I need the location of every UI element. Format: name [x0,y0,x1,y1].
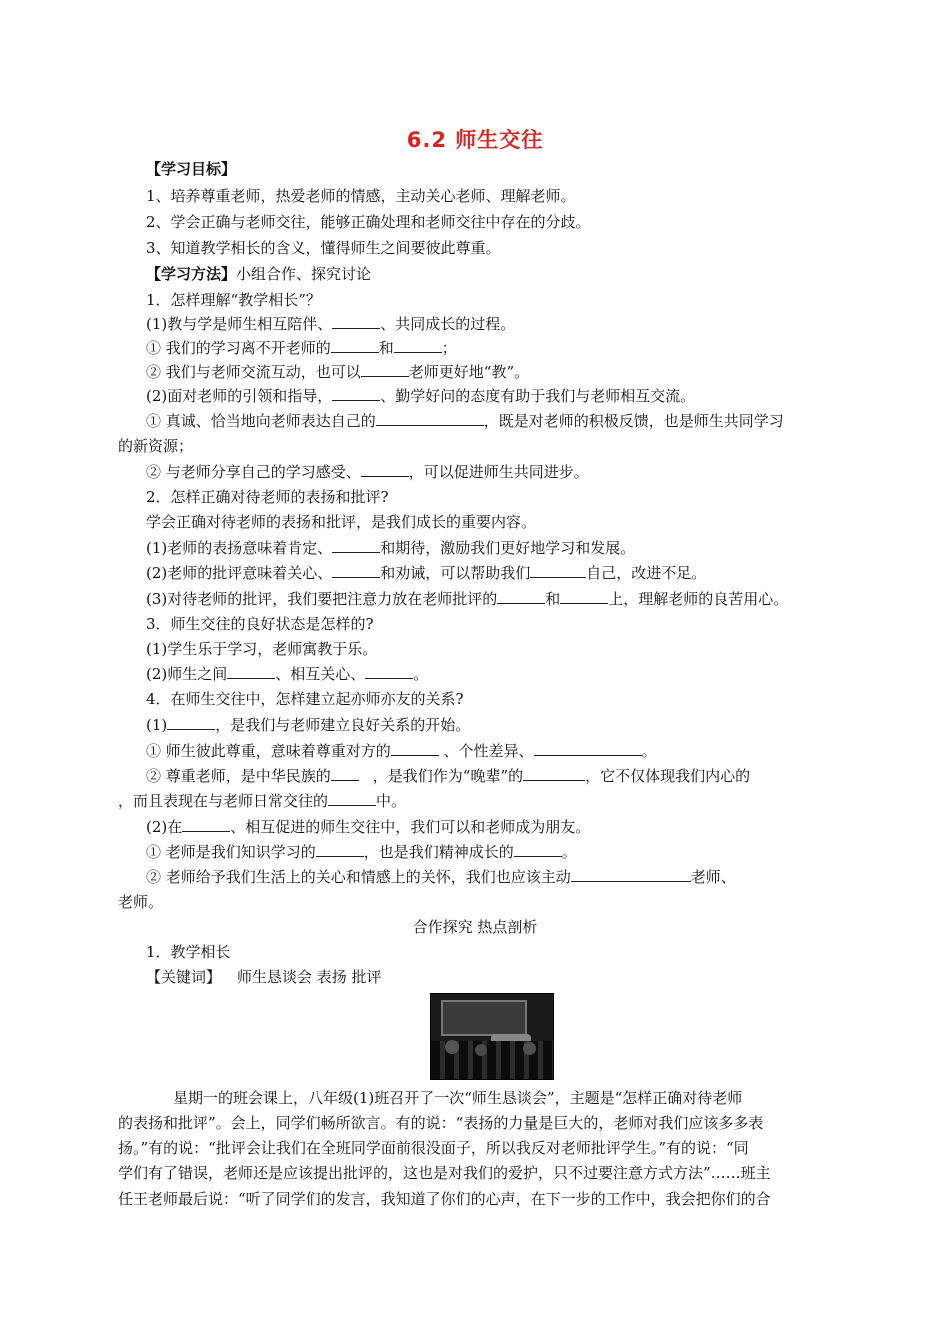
q2-line-2: (2)老师的批评意味着关心、 和劝诫，可以帮助我们 自己，改进不足。 [146,564,707,582]
q1-line-5: ① 真诚、恰当地向老师表达自己的 ，既是对老师的积极反馈，也是师生共同学习 [146,412,784,430]
q3-line-1: (1)学生乐于学习，老师寓教于乐。 [146,640,378,658]
question-2-title: 2．怎样正确对待老师的表扬和批评? [146,488,389,506]
keywords-text: 师生恳谈会 表扬 批评 [237,968,382,986]
keywords-line [146,967,382,987]
method-line [146,264,371,284]
classroom-photo [430,993,554,1080]
fill-blank[interactable] [331,338,379,353]
question-3-title: 3．师生交往的良好状态是怎样的? [146,615,374,633]
fill-blank[interactable] [331,766,359,781]
fill-blank[interactable] [534,741,642,756]
q4-line-3: ② 尊重老师，是中华民族的 ，是我们作为“晚辈”的 ，它不仅体现我们内心的 [146,767,751,785]
section-subheading: 1．教学相长 [146,943,231,961]
page-title: 6.2 师生交往 [406,128,544,152]
passage-line: 星期一的班会课上，八年级(1)班召开了一次“师生恳谈会”，主题是“怎样正确对待老师 [173,1089,743,1107]
fill-blank[interactable] [316,842,364,857]
q1-line-5-cont: 的新资源； [118,437,194,455]
q2-intro: 学会正确对待老师的表扬和批评，是我们成长的重要内容。 [146,513,537,531]
passage-line: 任王老师最后说：“听了同学们的发言，我知道了你们的心声，在下一步的工作中，我会把你们的合 [118,1190,771,1208]
q4-line-4: (2)在 、相互促进的师生交往中，我们可以和老师成为朋友。 [146,818,591,836]
q4-line-1: (1) ，是我们与老师建立良好关系的开始。 [146,716,471,734]
objectives-heading: 【学习目标】 [146,160,237,178]
method-text: 小组合作、探究讨论 [236,265,372,283]
q4-line-3-cont: ，而且表现在与老师日常交往的 中。 [118,792,407,810]
fill-blank[interactable] [182,817,230,832]
fill-blank[interactable] [227,664,275,679]
q4-line-6: ② 老师给予我们生活上的关心和情感上的关怀，我们也应该主动 老师、 [146,868,736,886]
q1-line-1: (1)教与学是师生相互陪伴、 、共同成长的过程。 [146,315,516,333]
passage-line: 学们有了错误，老师还是应该提出批评的，这也是对我们的爱护，只不过要注意方式方法”……班主 [118,1164,771,1182]
q2-line-1: (1)老师的表扬意味着肯定、 和期待，激励我们更好地学习和发展。 [146,539,636,557]
objective-item: 2、学会正确与老师交往，能够正确处理和老师交往中存在的分歧。 [146,213,591,231]
fill-blank[interactable] [391,741,439,756]
fill-blank[interactable] [514,842,562,857]
fill-blank[interactable] [332,563,380,578]
q1-line-6: ② 与老师分享自己的学习感受、 ，可以促进师生共同进步。 [146,463,589,481]
fill-blank[interactable] [361,462,409,477]
question-1-title: 1．怎样理解“教学相长”？ [146,291,321,309]
passage-line: 扬。”有的说：“批评会让我们在全班同学面前很没面子，所以我反对老师批评学生。”有的说：“同 [118,1139,749,1157]
question-4-title: 4．在师生交往中，怎样建立起亦师亦友的关系? [146,690,464,708]
q3-line-2: (2)师生之间 、相互关心、 。 [146,665,429,683]
fill-blank[interactable] [523,766,585,781]
objective-item: 1、培养尊重老师，热爱老师的情感，主动关心老师、理解老师。 [146,187,576,205]
fill-blank[interactable] [560,589,608,604]
passage-line: 的表扬和批评”。会上，同学们畅所欲言。有的说：“表扬的力量是巨大的，老师对我们应该多多表 [118,1114,764,1132]
fill-blank[interactable] [167,715,215,730]
method-heading: 【学习方法】 [146,265,237,283]
q1-line-2: ① 我们的学习离不开老师的 和 ； [146,339,457,357]
section-heading: 合作探究 热点剖析 [412,918,538,936]
q1-line-3: ② 我们与老师交流互动，也可以 老师更好地“教”。 [146,363,530,381]
objective-item: 3、知道教学相长的含义，懂得师生之间要彼此尊重。 [146,239,501,257]
keywords-label: 【关键词】 [146,968,222,986]
fill-blank[interactable] [328,791,376,806]
q4-line-6-cont: 老师。 [118,893,164,911]
fill-blank[interactable] [394,338,442,353]
fill-blank[interactable] [332,538,380,553]
fill-blank[interactable] [361,362,409,377]
fill-blank[interactable] [530,563,586,578]
fill-blank[interactable] [332,314,380,329]
fill-blank[interactable] [571,867,691,882]
fill-blank[interactable] [376,411,484,426]
q1-line-4: (2)面对老师的引领和指导， 、勤学好问的态度有助于我们与老师相互交流。 [146,387,696,405]
fill-blank[interactable] [497,589,545,604]
fill-blank[interactable] [365,664,413,679]
fill-blank[interactable] [332,386,380,401]
q2-line-3: (3)对待老师的批评，我们要把注意力放在老师批评的 和 上，理解老师的良苦用心。 [146,590,789,608]
q4-line-5: ① 老师是我们知识学习的 ，也是我们精神成长的 。 [146,843,577,861]
q4-line-2: ① 师生彼此尊重，意味着尊重对方的 、个性差异、 。 [146,742,657,760]
